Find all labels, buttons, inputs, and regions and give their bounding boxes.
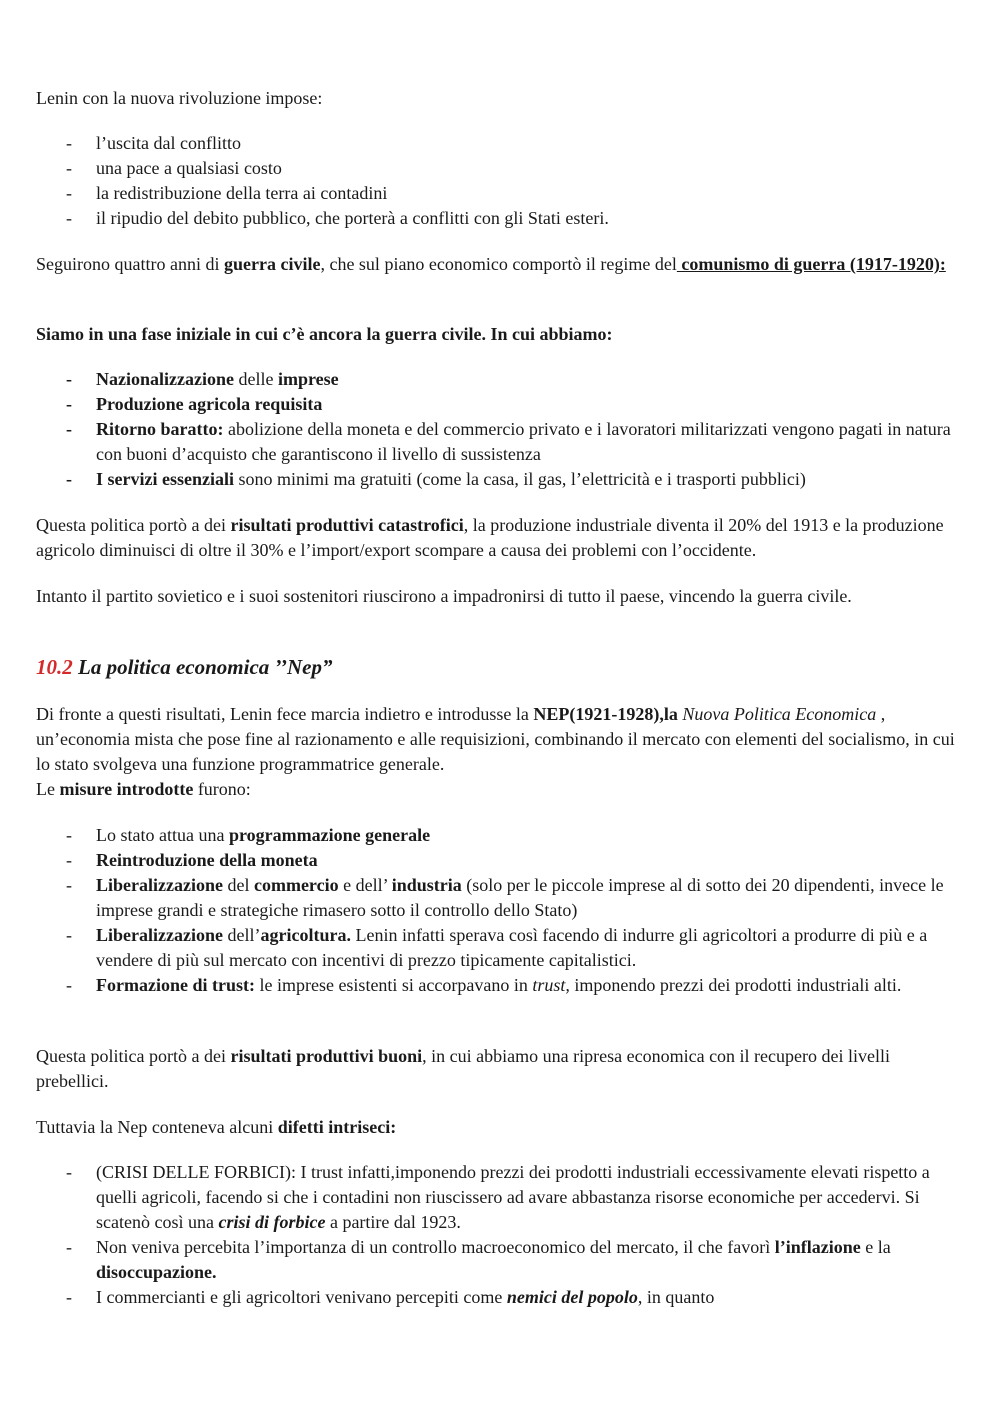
defects-intro: Tuttavia la Nep conteneva alcuni difetti intriseci: [36, 1117, 397, 1137]
list-item: - la redistribuzione della terra ai contadini [36, 181, 966, 206]
section-title: La politica economica ’’Nep” [72, 655, 333, 679]
list-item: - I servizi essenziali sono minimi ma gratuiti (come la casa, il gas, l’elettricità e i trasporti pubblici) [36, 467, 966, 492]
list-item: - Produzione agricola requisita [36, 392, 966, 417]
list-item: - Non veniva percebita l’importanza di un controllo macroeconomico del mercato, il che favorì l’inflazione e la disoccupazione. [36, 1235, 966, 1285]
list-item: - l’uscita dal conflitto [36, 131, 966, 156]
list-item: - Reintroduzione della moneta [36, 848, 966, 873]
list-item: - Ritorno baratto: abolizione della moneta e del commercio privato e i lavoratori militarizzati vengono pagati in natura con buoni d’acquisto che garantiscono il livello di sussistenza [36, 417, 966, 467]
phase-intro: Siamo in una fase iniziale in cui c’è ancora la guerra civile. In cui abbiamo: [36, 324, 613, 344]
measures-list [36, 823, 966, 998]
section-heading [36, 655, 966, 680]
section-number: 10.2 [36, 655, 73, 679]
measures-intro: Le misure introdotte furono: [36, 779, 251, 799]
defects-list [36, 1160, 966, 1310]
list-item: - Liberalizzazione dell’agricoltura. Lenin infatti sperava così facendo di indurre gli agricoltori a produrre di più e a vendere di più sul mercato con incentivi di prezzo tipicamente capitalistici. [36, 923, 966, 973]
war-communism-list [36, 367, 966, 492]
list-item: - una pace a qualsiasi costo [36, 156, 966, 181]
good-results-paragraph: Questa politica portò a dei risultati produttivi buoni, in cui abbiamo una ripresa economica con il recupero dei livelli prebellici. [36, 1046, 890, 1091]
list-item: - il ripudio del debito pubblico, che porterà a conflitti con gli Stati esteri. [36, 206, 966, 231]
results-paragraph: Questa politica portò a dei risultati produttivi catastrofici, la produzione industriale diventa il 20% del 1913 e la produzione agricolo diminuisci di oltre il 30% e l’import/export scompare a causa dei problemi con l’occidente. [36, 515, 944, 560]
list-item: - Liberalizzazione del commercio e dell’ industria (solo per le piccole imprese al di sotto dei 20 dipendenti, invece le imprese grandi e strategiche rimasero sotto il controllo dello Stato) [36, 873, 966, 923]
nep-intro-paragraph: Di fronte a questi risultati, Lenin fece marcia indietro e introdusse la NEP(1921-1928),la Nuova Politica Economica , un’economia mista che pose fine al razionamento e alle requisizioni, combinando il mercato con elementi del socialismo, in cui lo stato svolgeva una funzione programmatrice generale. [36, 704, 955, 774]
civil-war-paragraph: Seguirono quattro anni di guerra civile, che sul piano economico comportò il regime del comunismo di guerra (1917-1920): [36, 254, 946, 274]
conclusion-paragraph: Intanto il partito sovietico e i suoi sostenitori riuscirono a impadronirsi di tutto il paese, vincendo la guerra civile. [36, 586, 852, 606]
list-item: - I commercianti e gli agricoltori venivano percepiti come nemici del popolo, in quanto [36, 1285, 966, 1310]
list-item: - Lo stato attua una programmazione generale [36, 823, 966, 848]
intro-paragraph: Lenin con la nuova rivoluzione impose: [36, 88, 323, 108]
list-item: - Nazionalizzazione delle imprese [36, 367, 966, 392]
list-item: - (CRISI DELLE FORBICI): I trust infatti,imponendo prezzi dei prodotti industriali eccessivamente elevati rispetto a quelli agricoli, facendo si che i contadini non riuscissero ad avare abbastanza risorse economiche per accedervi. Si scatenò così una crisi di forbice a partire dal 1923. [36, 1160, 966, 1235]
impositions-list [36, 131, 966, 231]
list-item: - Formazione di trust: le imprese esistenti si accorpavano in trust, imponendo prezzi dei prodotti industriali alti. [36, 973, 966, 998]
